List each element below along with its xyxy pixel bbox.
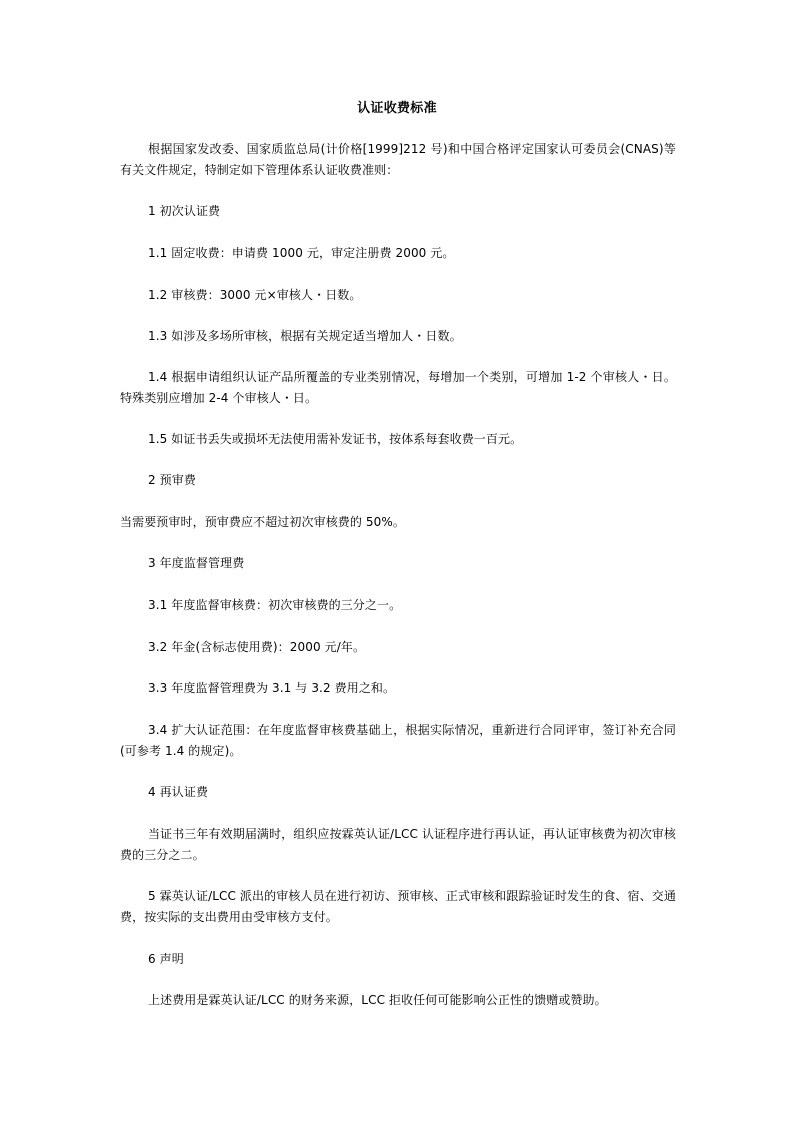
section-3-heading: 3 年度监督管理费 (148, 556, 245, 570)
section-5-paragraph: 5 霖英认证/LCC 派出的审核人员在进行初访、预审核、正式审核和跟踪验证时发生的食、宿、交通费，按实际的支出费用由受审核方支付。 (120, 889, 676, 924)
clause-1-2: 1.2 审核费：3000 元×审核人・日数。 (148, 288, 362, 302)
section-2-heading: 2 预审费 (148, 473, 196, 487)
document-title: 认证收费标准 (357, 101, 437, 116)
clause-3-4: 3.4 扩大认证范围：在年度监督审核费基础上，根据实际情况，重新进行合同评审，签订补充合同(可参考 1.4 的规定)。 (120, 723, 676, 758)
clause-1-1: 1.1 固定收费：申请费 1000 元，审定注册费 2000 元。 (148, 246, 455, 260)
intro-paragraph: 根据国家发改委、国家质监总局(计价格[1999]212 号)和中国合格评定国家认可委员会(CNAS)等有关文件规定，特制定如下管理体系认证收费准则： (120, 142, 676, 177)
section-6-body: 上述费用是霖英认证/LCC 的财务来源，LCC 拒收任何可能影响公正性的馈赠或赞助。 (148, 993, 607, 1007)
clause-3-1: 3.1 年度监督审核费：初次审核费的三分之一。 (148, 598, 402, 612)
section-1-heading: 1 初次认证费 (148, 204, 221, 218)
clause-3-3: 3.3 年度监督管理费为 3.1 与 3.2 费用之和。 (148, 681, 396, 695)
section-4-heading: 4 再认证费 (148, 785, 209, 799)
section-6-heading: 6 声明 (148, 952, 184, 966)
clause-1-5: 1.5 如证书丢失或损坏无法使用需补发证书，按体系每套收费一百元。 (148, 432, 523, 446)
clause-3-2: 3.2 年金(含标志使用费)：2000 元/年。 (148, 640, 366, 654)
section-2-body: 当需要预审时，预审费应不超过初次审核费的 50%。 (120, 515, 405, 529)
clause-1-4: 1.4 根据申请组织认证产品所覆盖的专业类别情况，每增加一个类别，可增加 1-2 个审核人・日。特殊类别应增加 2-4 个审核人・日。 (120, 370, 676, 405)
section-4-body: 当证书三年有效期届满时，组织应按霖英认证/LCC 认证程序进行再认证，再认证审核费为初次审核费的三分之二。 (120, 827, 676, 862)
clause-1-3: 1.3 如涉及多场所审核，根据有关规定适当增加人・日数。 (148, 329, 462, 343)
